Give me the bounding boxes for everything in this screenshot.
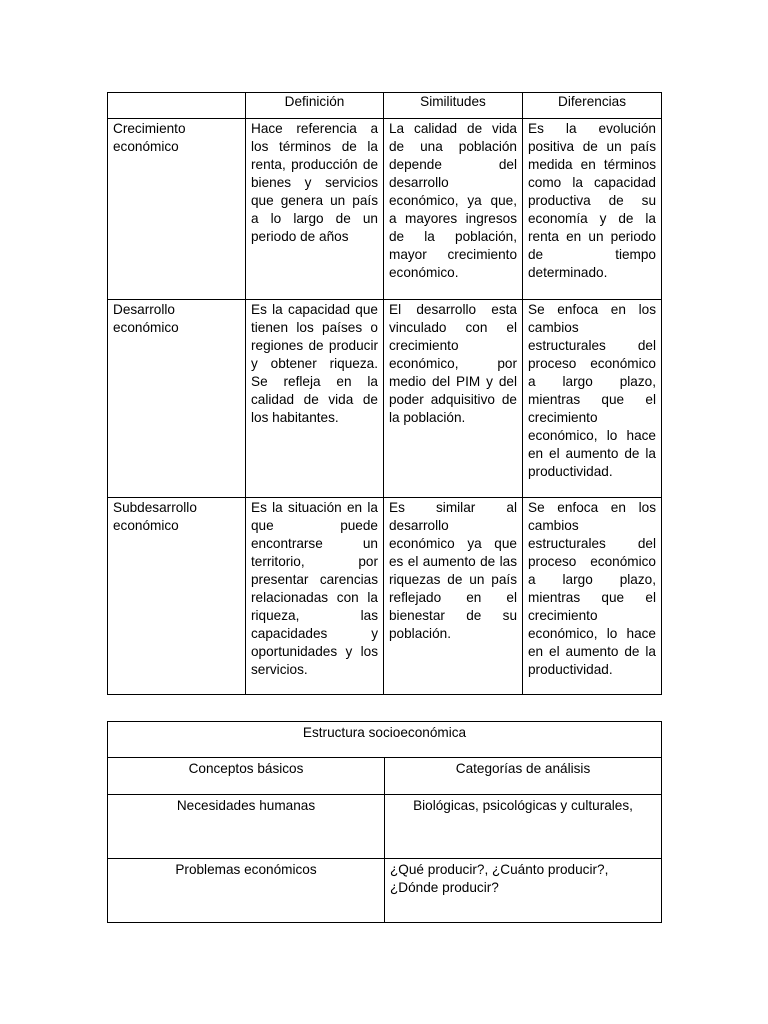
structure-header-row <box>108 758 662 795</box>
row-similitudes: Es similar al desarrollo económico ya que es el aumento de las riquezas de un país reflejado en el bienestar de su población. <box>384 498 523 695</box>
row-definicion: Es la capacidad que tienen los países o regiones de producir y obtener riqueza. Se refleja en la calidad de vida de los habitantes. <box>246 300 384 498</box>
row-concepto: Necesidades humanas <box>108 795 385 859</box>
row-concepto: Problemas económicos <box>108 859 385 923</box>
row-concept: Subdesarrollo económico <box>108 498 246 695</box>
row-diferencias: Se enfoca en los cambios estructurales del proceso económico a largo plazo, mientras que el crecimiento económico, lo hace en el aumento de la productividad. <box>523 300 662 498</box>
row-similitudes: La calidad de vida de una población depende del desarrollo económico, ya que, a mayores ingresos de la población, mayor crecimiento económico. <box>384 119 523 300</box>
comparison-header-row <box>108 93 662 119</box>
row-categoria: ¿Qué producir?, ¿Cuánto producir?, ¿Dónde producir? <box>385 859 662 923</box>
table-row <box>108 498 662 695</box>
header-conceptos: Conceptos básicos <box>108 758 385 795</box>
table-row <box>108 859 662 923</box>
row-concept: Crecimiento económico <box>108 119 246 300</box>
table-row <box>108 300 662 498</box>
row-diferencias: Es la evolución positiva de un país medida en términos como la capacidad productiva de su economía y de la renta en un periodo de tiempo determinado. <box>523 119 662 300</box>
comparison-table <box>107 92 662 695</box>
socioeconomic-structure-table <box>107 721 662 923</box>
header-diferencias: Diferencias <box>523 93 662 119</box>
header-categorias: Categorías de análisis <box>385 758 662 795</box>
header-empty-cell <box>108 93 246 119</box>
row-concept: Desarrollo económico <box>108 300 246 498</box>
row-similitudes: El desarrollo esta vinculado con el crecimiento económico, por medio del PIM y del poder adquisitivo de la población. <box>384 300 523 498</box>
structure-title-row <box>108 722 662 758</box>
header-similitudes: Similitudes <box>384 93 523 119</box>
table-row <box>108 795 662 859</box>
row-categoria: Biológicas, psicológicas y culturales, <box>385 795 662 859</box>
structure-title: Estructura socioeconómica <box>108 722 662 758</box>
header-definicion: Definición <box>246 93 384 119</box>
row-definicion: Hace referencia a los términos de la renta, producción de bienes y servicios que genera un país a lo largo de un periodo de años <box>246 119 384 300</box>
row-diferencias: Se enfoca en los cambios estructurales del proceso económico a largo plazo, mientras que el crecimiento económico, lo hace en el aumento de la productividad. <box>523 498 662 695</box>
table-row <box>108 119 662 300</box>
row-definicion: Es la situación en la que puede encontrarse un territorio, por presentar carencias relacionadas con la riqueza, las capacidades y oportunidades y los servicios. <box>246 498 384 695</box>
